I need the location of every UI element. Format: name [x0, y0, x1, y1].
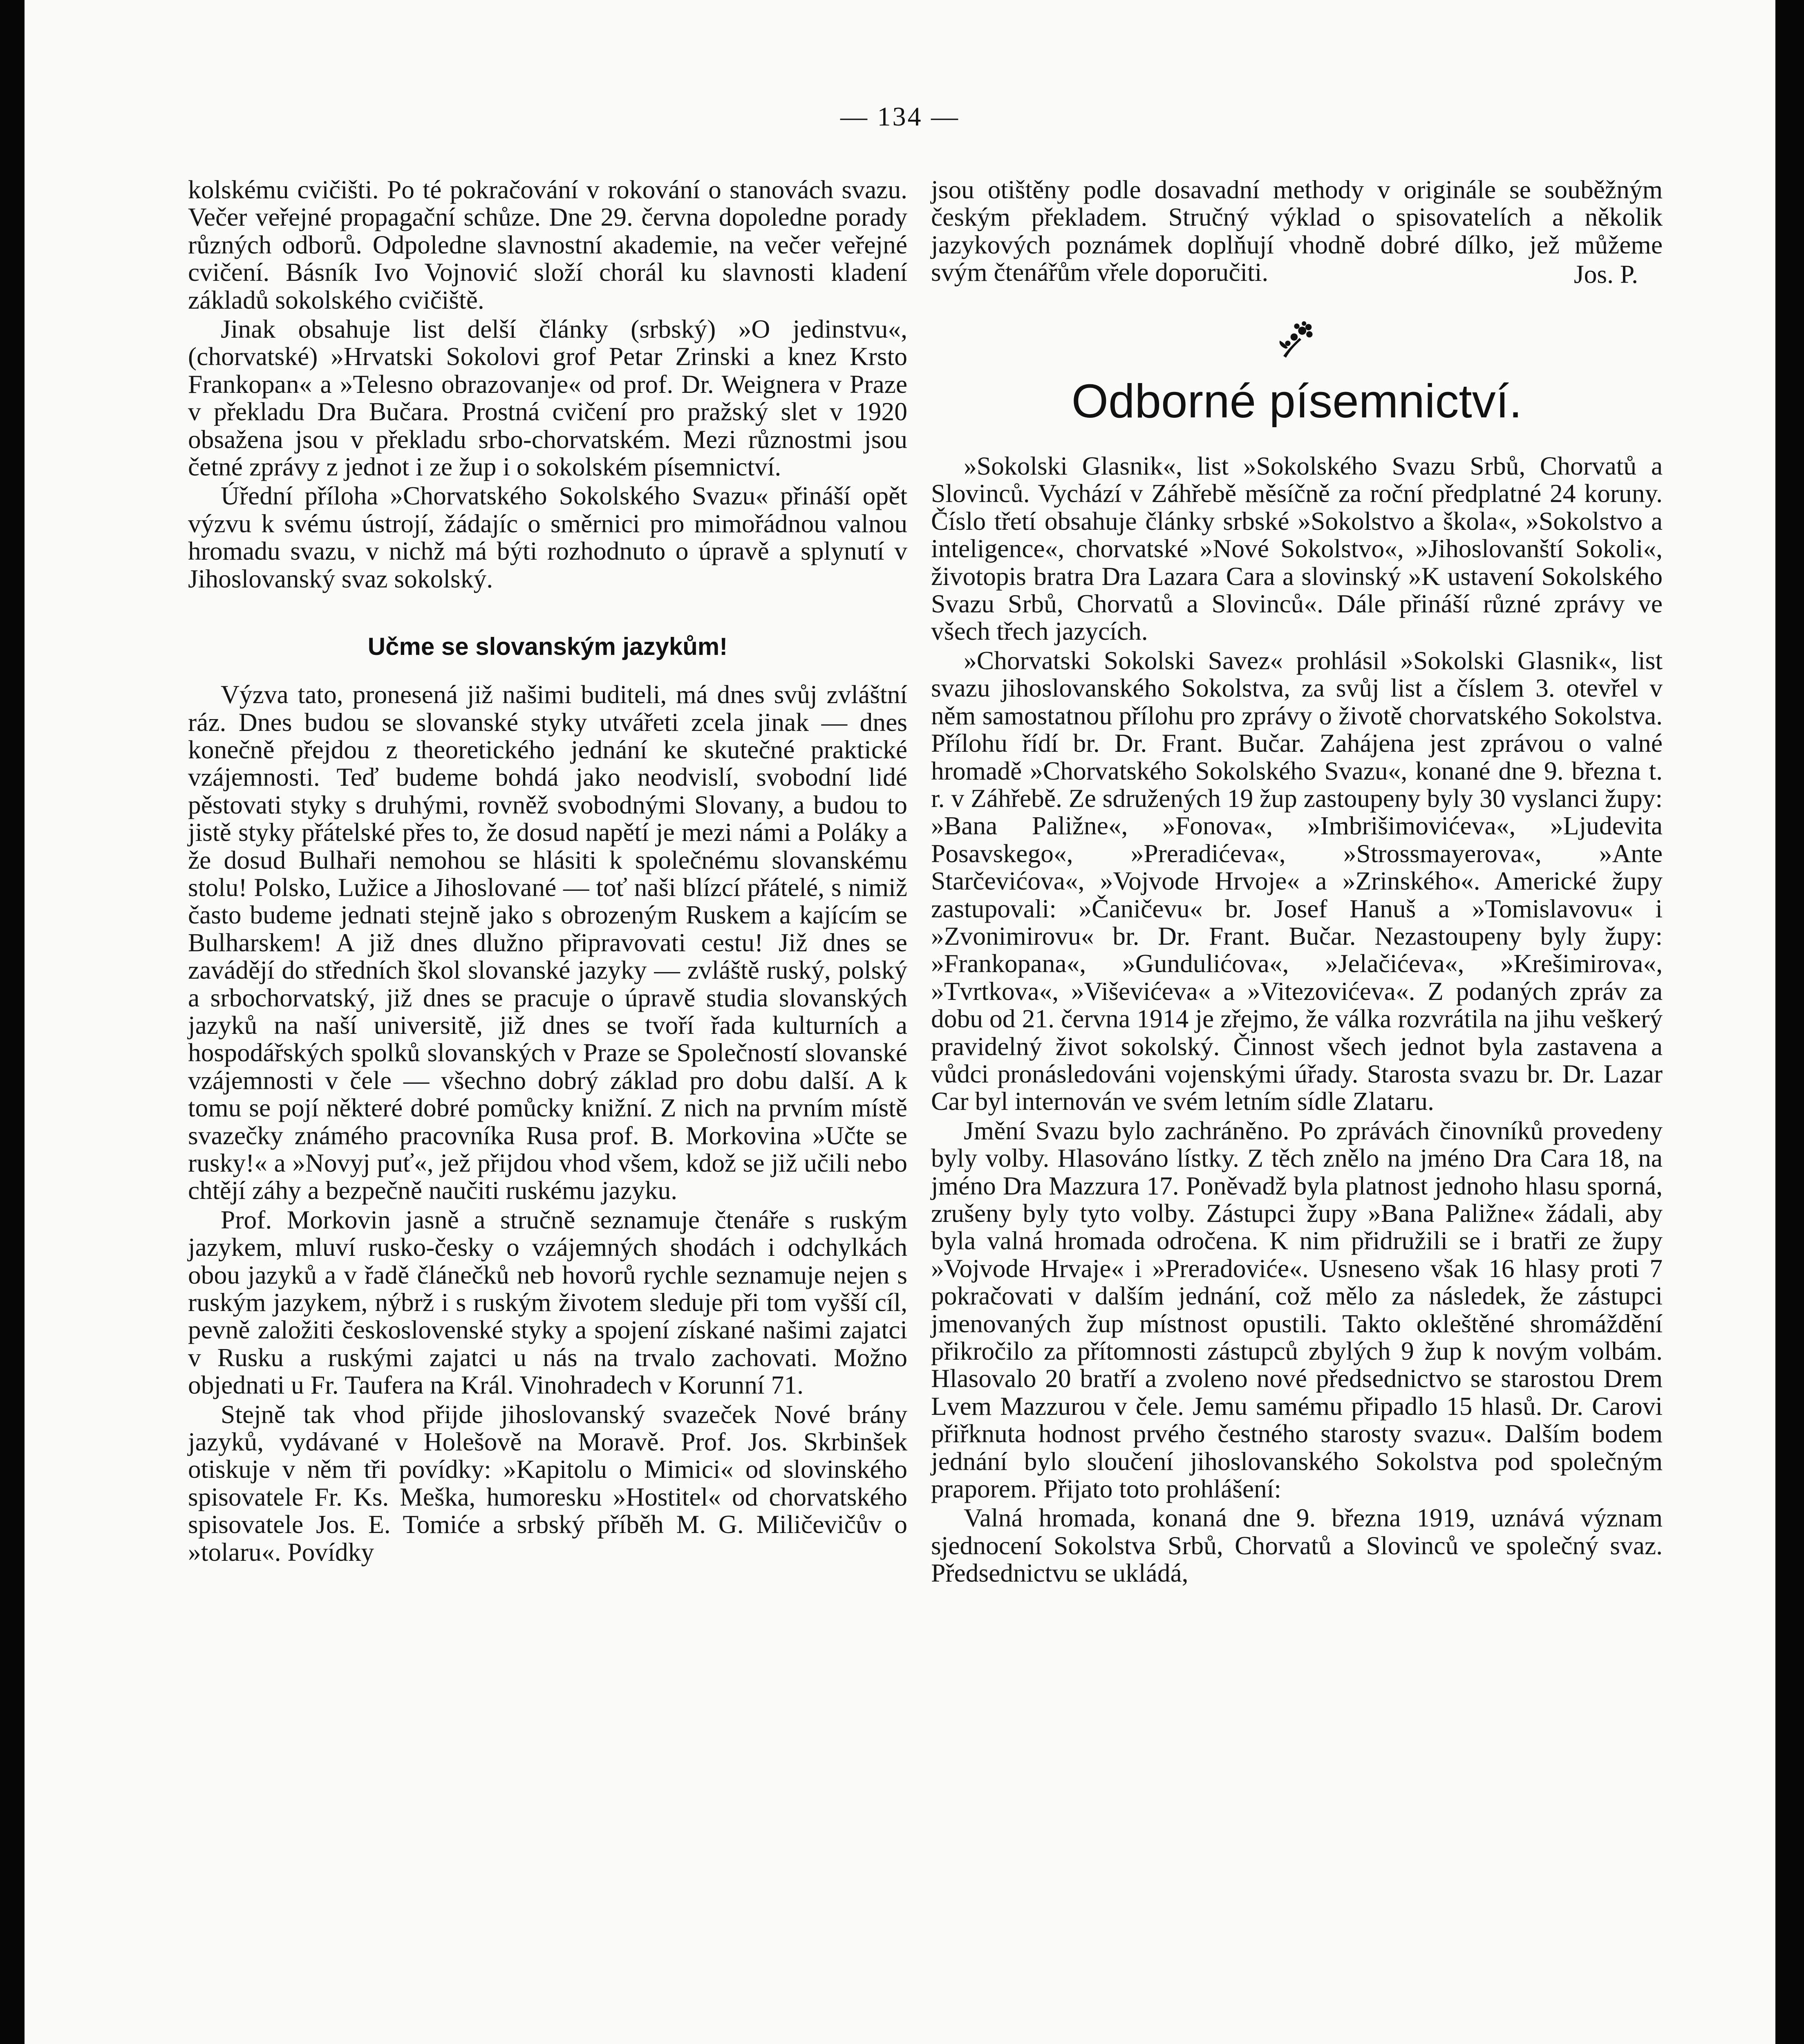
- page-number: — 134 —: [840, 102, 960, 132]
- left-column: [188, 176, 907, 1566]
- section-title: Odborné písemnictví.: [1071, 374, 1522, 428]
- paragraph: jsou otištěny podle dosavadní methody v originále se souběžným českým překladem. Stručný výklad o spisovatelích a několik jazykových poznámek doplňují vhodně dobré dílko, jež můžeme svým čtenářům vřele doporučiti.: [931, 175, 1663, 287]
- paragraph: Valná hromada, konaná dne 9. března 1919, uznává význam sjednocení Sokolstva Srbů, Chorvatů a Slovinců ve společný svaz. Předsednictvu se ukládá,: [931, 1503, 1663, 1588]
- floral-ornament-icon: [1274, 317, 1319, 362]
- paragraph: Jmění Svazu bylo zachráněno. Po zprávách činovníků provedeny byly volby. Hlasováno lístky. Z těch znělo na jméno Dra Cara 18, na jméno Dra Mazzura 17. Poněvadž byla platnost jednoho hlasu sporná, zrušeny byly tyto volby. Zástupci župy »Bana Paližne« žádali, aby byla valná hromada odročena. K nim přidružili se i bratři ze župy »Vojvode Hrvaje« i »Preradoviće«. Usneseno však 16 hlasy proti 7 pokračovati v dalším jednání, což mělo za následek, že zástupci jmenovaných žup místnost opustili. Takto okleštěné shromáždění přikročilo za přítomnosti zástupců zbylých 9 žup k novým volbám. Hlasovalo 20 bratří a zvoleno nové předsednictvo se starostou Drem Lvem Mazzurou v čele. Jemu samému připadlo 15 hlasů. Dr. Carovi přiřknuta hodnost prvého čestného starosty svazu«. Dalším bodem jednání bylo sloučení jihoslovanského Sokolstva pod společným praporem. Přijato toto prohlášení:: [931, 1116, 1663, 1504]
- paragraph: »Chorvatski Sokolski Savez« prohlásil »Sokolski Glasnik«, list svazu jihoslovanského Sokolstva, za svůj list a číslem 3. otevřel v něm samostatnou přílohu pro zprávy o životě chorvatského Sokolstva. Přílohu řídí br. Dr. Frant. Bučar. Zahájena jest zprávou o valné hromadě »Chorvatského Sokolského Svazu«, konané dne 9. března t. r. v Záhřebě. Ze sdružených 19 žup zastoupeny byly 30 vyslanci župy: »Bana Paližne«, »Fonova«, »Imbrišimovićeva«, »Ljudevita Posavskego«, »Preradićeva«, »Strossmayerova«, »Ante Starčevićova«, »Vojvode Hrvoje« a »Zrinského«. Americké župy zastupovali: »Čaničevu« br. Josef Hanuš a »Tomislavovu« i »Zvonimirovu« br. Dr. Frant. Bučar. Nezastoupeny byly župy: »Frankopana«, »Gundulićova«, »Jelačićeva«, »Krešimirova«, »Tvrtkova«, »Viševićeva« a »Vitezovićeva«. Z podaných zpráv za dobu od 21. června 1914 je zřejmo, že válka rozvrátila na jihu veškerý pravidelný život sokolský. Činnost všech jednot byla zastavena a vůdci pronásledováni vojenskými úřady. Starosta svazu br. Dr. Lazar Car byl internován ve svém letním sídle Zlataru.: [931, 645, 1663, 1116]
- paragraph: Jinak obsahuje list delší články (srbský) »O jedinstvu«, (chorvatské) »Hrvatski Sokolovi grof Petar Zrinski a knez Krsto Frankopan« a »Telesno obrazovanje« od prof. Dr. Weignera v Praze v překladu Dra Bučara. Prostná cvičení pro pražský slet v 1920 obsažena jsou v překladu srbo-chorvatském. Mezi různostmi jsou četné zprávy z jednot i ze žup i o sokolském písemnictví.: [188, 314, 907, 482]
- paragraph: Výzva tato, pronesená již našimi buditeli, má dnes svůj zvláštní ráz. Dnes budou se slovanské styky utvářeti zcela jinak — dnes konečně přejdou z theoretického jednání ke skutečné praktické vzájemnosti. Teď budeme bohdá jako neodvislí, svobodní lidé pěstovati styky s druhými, rovněž svobodnými Slovany, a budou to jistě styky přátelské přes to, že dosud napětí je mezi námi a Poláky a že dosud Bulhaři nemohou se hlásiti k společnému slovanskému stolu! Polsko, Lužice a Jihoslované — toť naši blízcí přátelé, s nimiž často budeme jednati stejně jako s obrozeným Ruskem a kajícím se Bulharskem! A již dnes dlužno připravovati cestu! Již dnes se zavádějí do středních škol slovanské jazyky — zvláště ruský, polský a srbochorvatský, již dnes se pracuje o úpravě studia slovanských jazyků na naší universitě, již dnes se tvoří řada kulturních a hospodářských spolků slovanských v Praze se Společností slovanské vzájemnosti v čele — všechno dobrý základ pro dobu další. A k tomu se pojí některé dobré pomůcky knižní. Z nich na prvním místě svazečky známého pracovníka Rusa prof. B. Morkovina »Učte se rusky!« a »Novyj puť«, jež přijdou vhod všem, kdož se již učili nebo chtějí záhy a bezpečně naučiti ruskému jazyku.: [188, 680, 907, 1205]
- paragraph: Stejně tak vhod přijde jihoslovanský svazeček Nové brány jazyků, vydávané v Holešově na Moravě. Prof. Jos. Skrbinšek otiskuje v něm tři povídky: »Kapitolu o Mimici« od slovinského spisovatele Fr. Ks. Meška, humoresku »Hostitel« od chorvatského spisovatele Jos. E. Tomiće a srbský příběh M. G. Miličevičův o »tolaru«. Povídky: [188, 1399, 907, 1567]
- scan-border-left: [0, 0, 25, 2044]
- article-heading: Učme se slovanským jazykům!: [367, 633, 728, 661]
- document-page: [25, 0, 1775, 2044]
- author-signature: Jos. P.: [1573, 259, 1638, 289]
- paragraph: Úřední příloha »Chorvatského Sokolského Svazu« přináší opět výzvu k svému ústrojí, žádajíc o směrnici pro mimořádnou valnou hromadu svazu, v nichž má býti rozhodnuto o úpravě a splynutí v Jihoslovanský svaz sokolský.: [188, 481, 907, 593]
- scan-border-right: [1775, 0, 1804, 2044]
- right-column: [931, 176, 1663, 1587]
- paragraph: »Sokolski Glasnik«, list »Sokolského Svazu Srbů, Chorvatů a Slovinců. Vychází v Záhřebě měsíčně za roční předplatné 24 koruny. Číslo třetí obsahuje články srbské »Sokolstvo a škola«, »Sokolstvo a inteligence«, chorvatské »Nové Sokolstvo«, »Jihoslovanští Sokoli«, životopis bratra Dra Lazara Cara a slovinský »K ustavení Sokolského Svazu Srbů, Chorvatů a Slovinců«. Dále přináší různé zprávy ve všech třech jazycích.: [931, 451, 1663, 646]
- paragraph: kolskému cvičišti. Po té pokračování v rokování o stanovách svazu. Večer veřejné propagační schůze. Dne 29. června dopoledne porady různých odborů. Odpoledne slavnostní akademie, na večer veřejné cvičení. Básník Ivo Vojnović složí chorál ku slavnosti kladení základů sokolského cvičiště.: [188, 175, 907, 314]
- paragraph: Prof. Morkovin jasně a stručně seznamuje čtenáře s ruským jazykem, mluví rusko-česky o vzájemných shodách i odchylkách obou jazyků a v řadě článečků neb hovorů rychle seznamuje nejen s ruským jazykem, nýbrž i s ruským životem sleduje při tom vyšší cíl, pevně založiti československé styky a spojení získané našimi zajatci v Rusku a ruskými zajatci u nás na trvalo zachovati. Možno objednati u Fr. Taufera na Král. Vinohradech v Korunní 71.: [188, 1205, 907, 1400]
